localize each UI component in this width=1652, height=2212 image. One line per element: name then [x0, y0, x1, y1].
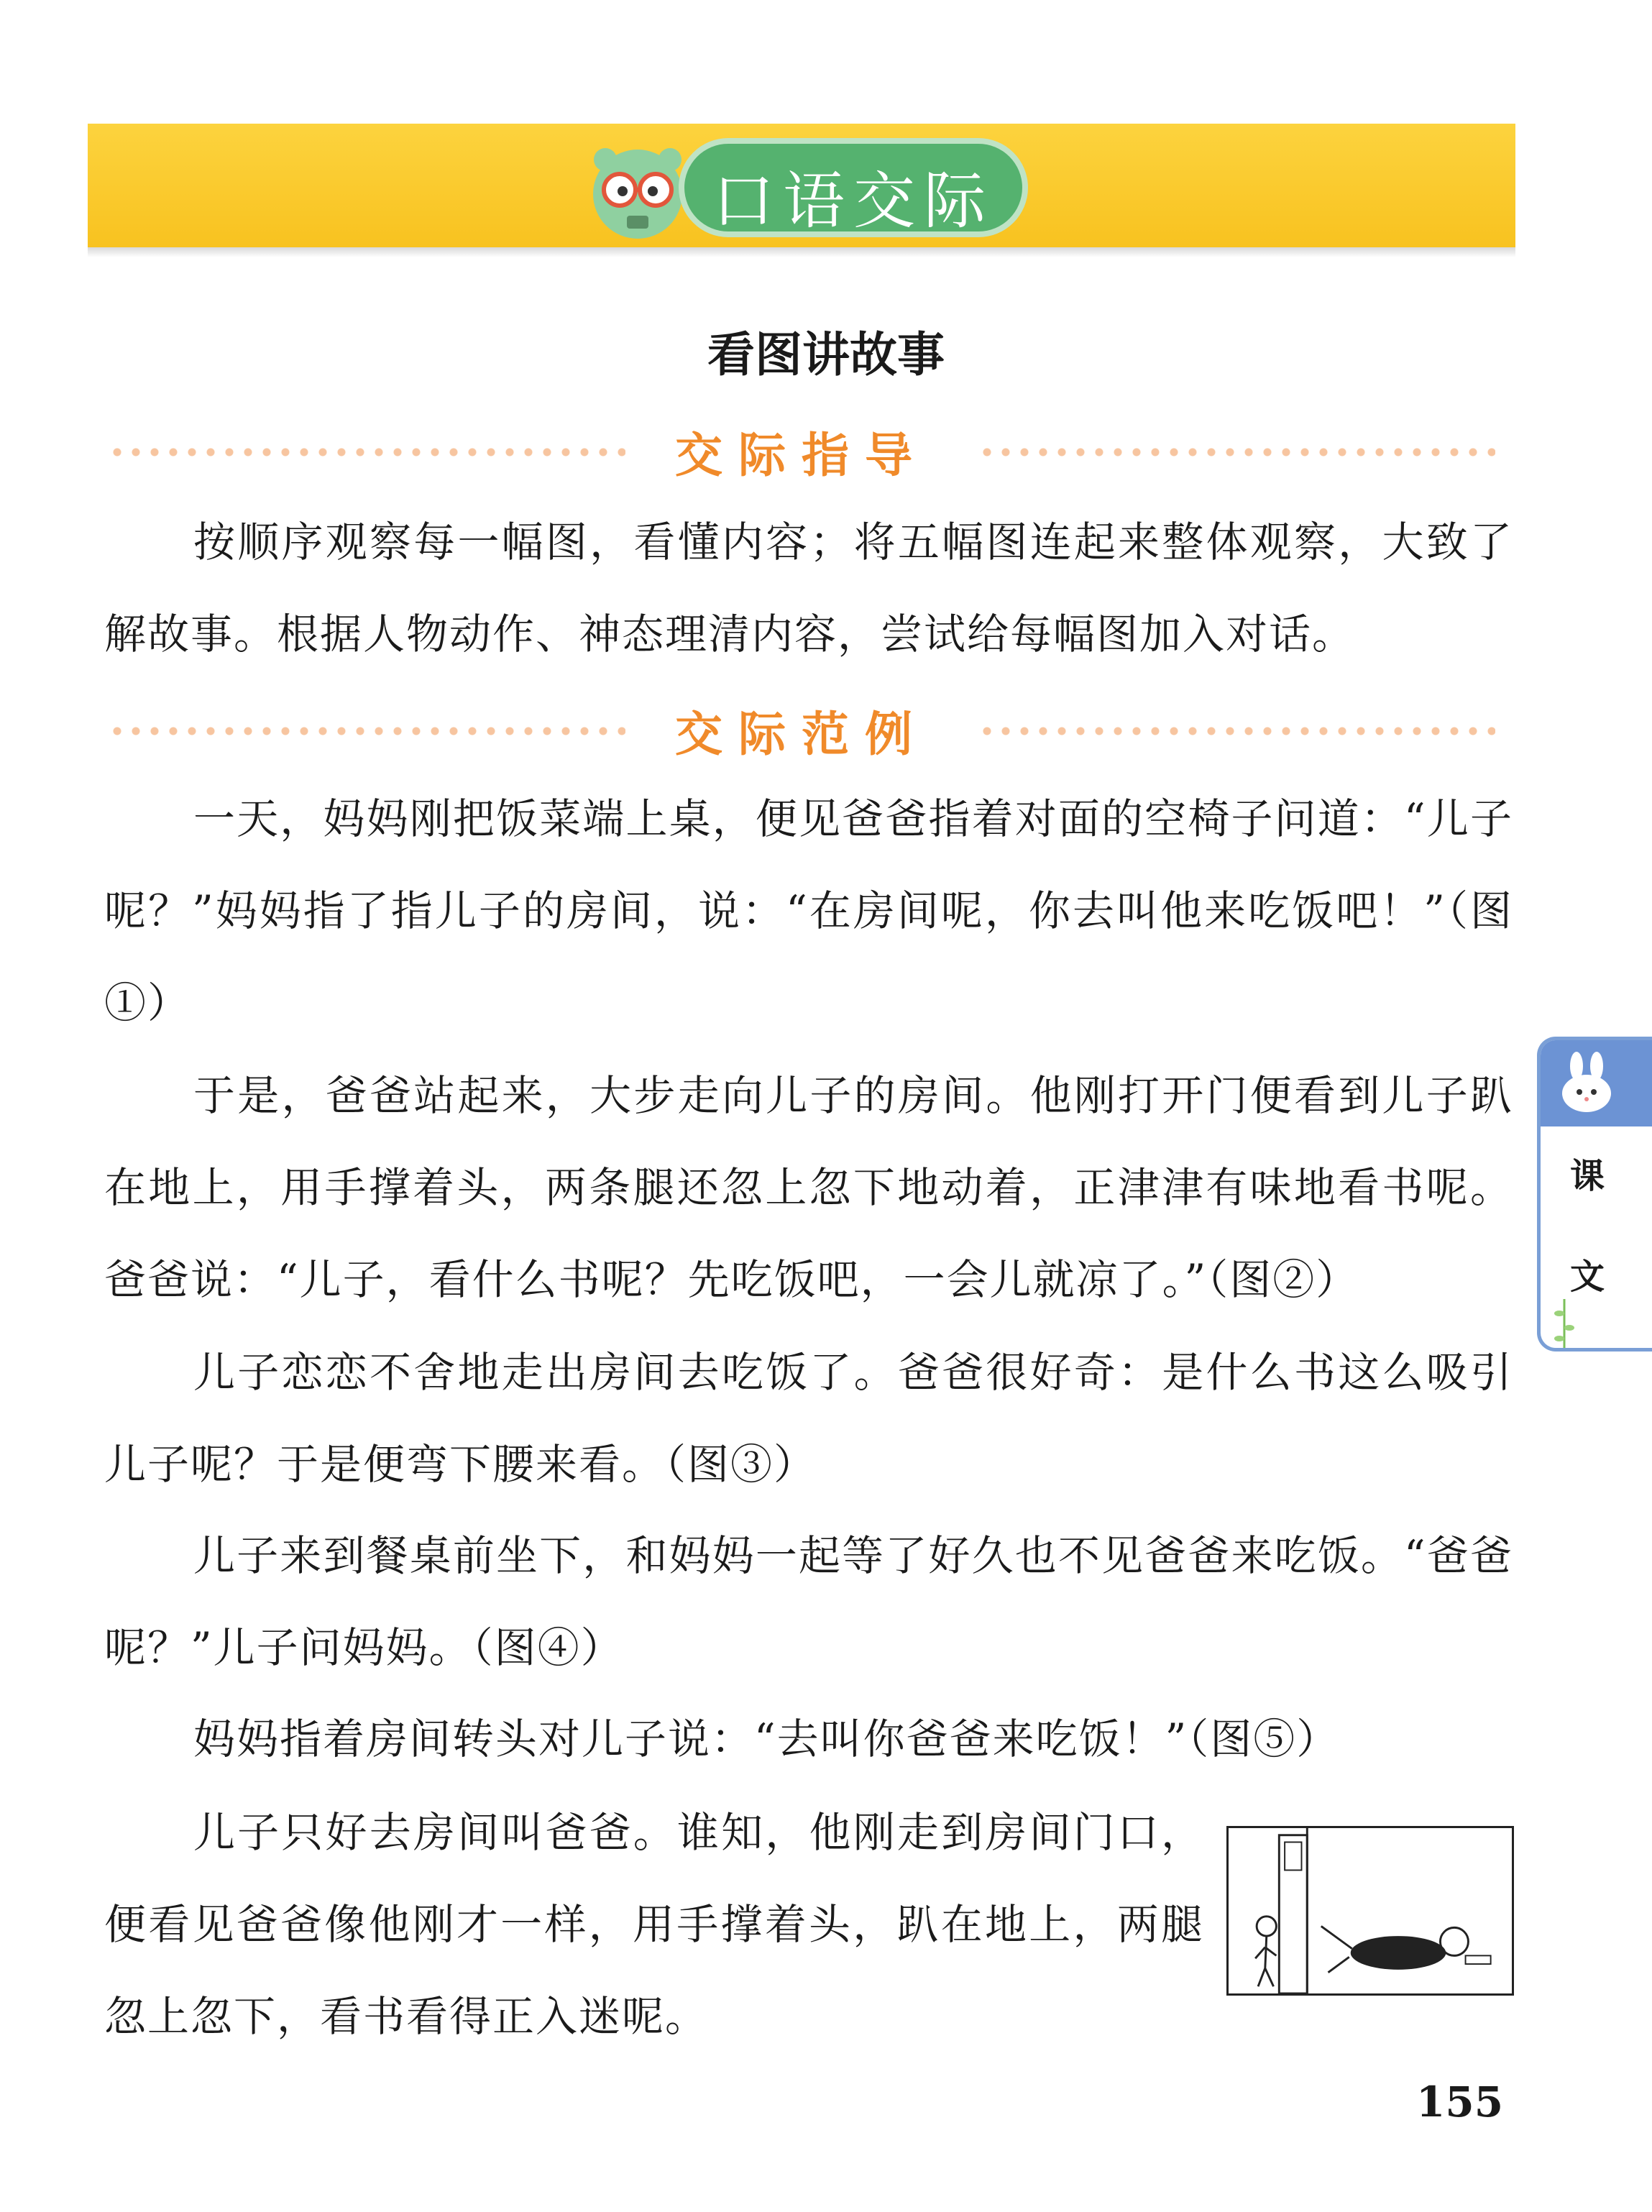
rabbit-icon [1558, 1050, 1615, 1115]
example-paragraph-4: 儿子来到餐桌前坐下，和妈妈一起等了好久也不见爸爸来吃饭。“爸爸呢？”儿子问妈妈。（图④） [104, 1531, 1513, 1672]
tab-header [1541, 1040, 1652, 1126]
side-tab-lesson [1537, 1037, 1652, 1351]
side-tab-char-1: 课 [1569, 1156, 1605, 1196]
plant-icon [1554, 1292, 1575, 1349]
page-number: 155 [1416, 2078, 1504, 2126]
guide-heading [108, 417, 1495, 482]
lesson-title: 看图讲故事 [707, 327, 945, 382]
glasses-monster-icon [584, 138, 692, 246]
side-tab-char-2: 文 [1569, 1257, 1605, 1297]
section-title: 口语交际 [712, 165, 994, 237]
section-title-pill [684, 144, 1022, 237]
example-paragraph-1: 一天，妈妈刚把饭菜端上桌，便见爸爸指着对面的空椅子问道：“儿子呢？”妈妈指了指儿子的房间，说：“在房间呢，你去叫他来吃饭吧！”（图①） [104, 794, 1513, 1027]
example-paragraph-3: 儿子恋恋不舍地走出房间去吃饭了。爸爸很好奇：是什么书这么吸引儿子呢？于是便弯下腰来看。（图③） [104, 1348, 1513, 1489]
banner-shadow [88, 247, 1515, 257]
example-heading [108, 696, 1495, 761]
example-heading-label: 交际范例 [675, 707, 928, 762]
example-paragraph-2: 于是，爸爸站起来，大步走向儿子的房间。他刚打开门便看到儿子趴在地上，用手撑着头，两条腿还忽上忽下地动着，正津津有味地看书呢。爸爸说：“儿子，看什么书呢？先吃饭吧，一会儿就凉了。”（图②） [104, 1071, 1513, 1304]
example-paragraph-5: 妈妈指着房间转头对儿子说：“去叫你爸爸来吃饭！”（图⑤） [193, 1715, 1340, 1763]
guide-heading-label: 交际指导 [675, 428, 928, 483]
story-illustration [1226, 1826, 1514, 1996]
example-paragraph-6: 儿子只好去房间叫爸爸。谁知，他刚走到房间门口，便看见爸爸像他刚才一样，用手撑着头，趴在地上，两腿忽上忽下，看书看得正入迷呢。 [104, 1808, 1204, 2041]
guide-text: 按顺序观察每一幅图，看懂内容；将五幅图连起来整体观察，大致了解故事。根据人物动作、神态理清内容，尝试给每幅图加入对话。 [104, 518, 1513, 658]
